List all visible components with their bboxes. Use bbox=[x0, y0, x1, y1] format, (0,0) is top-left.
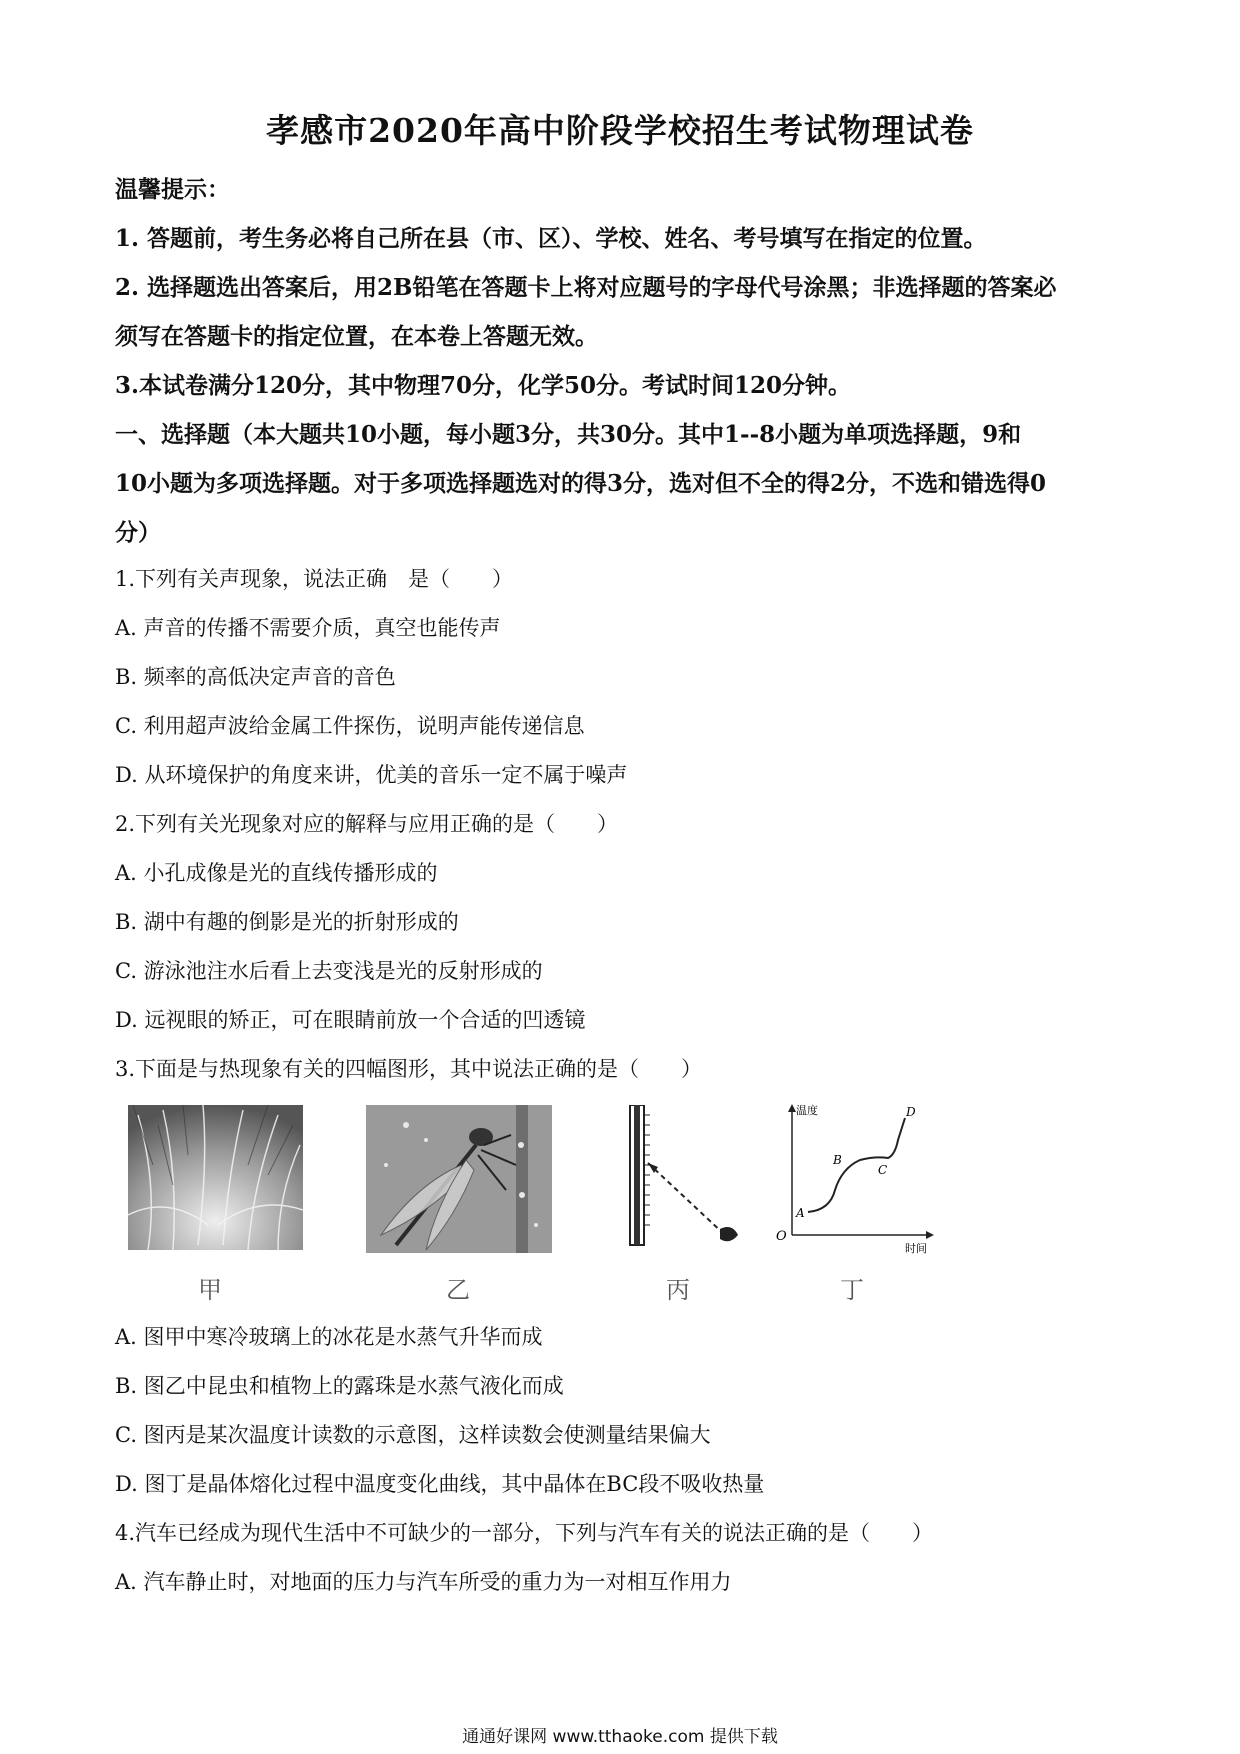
question-2-option-a: A. 小孔成像是光的直线传播形成的 bbox=[115, 861, 438, 885]
figure-label-bing: 丙 bbox=[666, 1276, 690, 1304]
graph-origin-label: O bbox=[776, 1229, 787, 1244]
question-1-option-b: B. 频率的高低决定声音的音色 bbox=[115, 665, 396, 689]
question-1-stem: 1.下列有关声现象，说法正确 是（ ） bbox=[115, 567, 514, 591]
question-2-stem: 2.下列有关光现象对应的解释与应用正确的是（ ） bbox=[115, 812, 619, 836]
figure-bing-thermometer-diagram bbox=[620, 1105, 750, 1255]
question-2-option-c: C. 游泳池注水后看上去变浅是光的反射形成的 bbox=[115, 959, 543, 983]
question-1-option-a: A. 声音的传播不需要介质，真空也能传声 bbox=[115, 616, 501, 640]
section1-line-1: 一、选择题（本大题共10小题，每小题3分，共30分。其中1--8小题为单项选择题，9和 bbox=[115, 421, 1022, 448]
question-3-option-a: A. 图甲中寒冷玻璃上的冰花是水蒸气升华而成 bbox=[115, 1325, 543, 1349]
question-4-stem: 4.汽车已经成为现代生活中不可缺少的一部分，下列与汽车有关的说法正确的是（ ） bbox=[115, 1521, 934, 1545]
graph-x-axis-label: 时间 bbox=[905, 1242, 927, 1255]
figure-label-yi: 乙 bbox=[446, 1276, 470, 1304]
question-3-option-c: C. 图丙是某次温度计读数的示意图，这样读数会使测量结果偏大 bbox=[115, 1423, 711, 1447]
question-2-option-b: B. 湖中有趣的倒影是光的折射形成的 bbox=[115, 910, 459, 934]
section1-line-3: 分） bbox=[115, 519, 161, 546]
question-4-option-a: A. 汽车静止时，对地面的压力与汽车所受的重力为一对相互作用力 bbox=[115, 1570, 732, 1594]
notice-heading: 温馨提示： bbox=[115, 176, 230, 203]
section1-line-2: 10小题为多项选择题。对于多项选择题选对的得3分，选对但不全的得2分，不选和错选得0 bbox=[115, 470, 1047, 497]
question-3-option-b: B. 图乙中昆虫和植物上的露珠是水蒸气液化而成 bbox=[115, 1374, 564, 1398]
notice-block bbox=[115, 165, 1135, 557]
notice-item-3: 3.本试卷满分120分，其中物理70分，化学50分。考试时间120分钟。 bbox=[115, 372, 852, 399]
notice-item-2-line-2: 须写在答题卡的指定位置，在本卷上答题无效。 bbox=[115, 323, 598, 350]
graph-point-b: B bbox=[833, 1153, 842, 1167]
figure-label-ding: 丁 bbox=[840, 1276, 864, 1304]
page-footer: 通通好课网 www.tthaoke.com 提供下载 bbox=[462, 1727, 778, 1747]
graph-y-axis-label: 温度 bbox=[796, 1104, 818, 1117]
graph-point-c: C bbox=[878, 1163, 888, 1177]
graph-point-d: D bbox=[906, 1105, 916, 1119]
figure-jia-frost-image bbox=[128, 1105, 303, 1250]
graph-point-a: A bbox=[796, 1206, 805, 1220]
notice-item-2-line-1: 2. 选择题选出答案后，用2B铅笔在答题卡上将对应题号的字母代号涂黑；非选择题的答案必 bbox=[115, 274, 1057, 301]
notice-item-1: 1. 答题前，考生务必将自己所在县（市、区）、学校、姓名、考号填写在指定的位置。 bbox=[115, 225, 987, 252]
figure-ding-melting-graph bbox=[770, 1100, 935, 1260]
question-1-option-d: D. 从环境保护的角度来讲，优美的音乐一定不属于噪声 bbox=[115, 763, 628, 787]
figure-label-jia: 甲 bbox=[198, 1276, 222, 1304]
page-title: 孝感市2020年高中阶段学校招生考试物理试卷 bbox=[266, 111, 974, 150]
question-2-option-d: D. 远视眼的矫正，可在眼睛前放一个合适的凹透镜 bbox=[115, 1008, 586, 1032]
question-3-option-d: D. 图丁是晶体熔化过程中温度变化曲线，其中晶体在BC段不吸收热量 bbox=[115, 1472, 765, 1496]
question-1-option-c: C. 利用超声波给金属工件探伤，说明声能传递信息 bbox=[115, 714, 585, 738]
question-3-stem: 3.下面是与热现象有关的四幅图形，其中说法正确的是（ ） bbox=[115, 1057, 703, 1081]
figure-yi-dragonfly-image bbox=[366, 1105, 552, 1253]
